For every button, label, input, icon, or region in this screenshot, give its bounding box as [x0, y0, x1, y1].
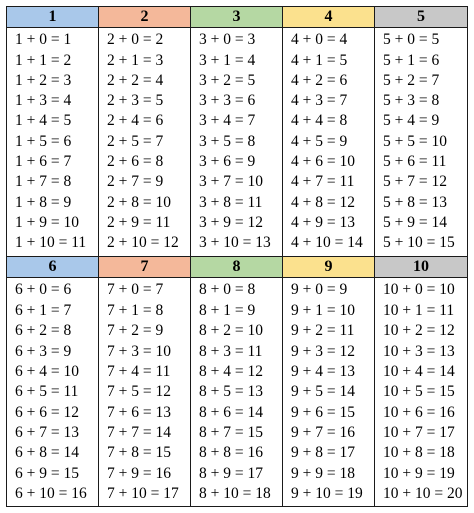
fact-row: 8 + 5 = 13 [199, 383, 263, 401]
fact-row: 5 + 3 = 8 [383, 92, 440, 110]
addition-table [6, 6, 468, 507]
fact-row: 6 + 5 = 11 [15, 383, 79, 401]
fact-row: 3 + 0 = 3 [199, 31, 256, 49]
fact-row: 7 + 0 = 7 [107, 281, 164, 299]
fact-row: 2 + 5 = 7 [107, 132, 164, 150]
fact-row: 1 + 7 = 8 [15, 173, 72, 191]
fact-row: 1 + 9 = 10 [15, 213, 79, 231]
fact-row: 8 + 9 = 17 [199, 464, 263, 482]
fact-row: 5 + 6 = 11 [383, 152, 447, 170]
fact-row: 9 + 5 = 14 [291, 383, 355, 401]
fact-list [7, 278, 98, 507]
fact-list [191, 278, 282, 507]
fact-row: 7 + 6 = 13 [107, 403, 171, 421]
fact-row: 8 + 2 = 10 [199, 322, 263, 340]
fact-row: 1 + 6 = 7 [15, 152, 72, 170]
fact-row: 5 + 7 = 12 [383, 173, 447, 191]
column-7 [99, 257, 191, 507]
fact-row: 6 + 0 = 6 [15, 281, 72, 299]
fact-row: 2 + 6 = 8 [107, 152, 164, 170]
fact-row: 6 + 8 = 14 [15, 444, 79, 462]
fact-row: 3 + 5 = 8 [199, 132, 256, 150]
fact-row: 7 + 8 = 15 [107, 444, 171, 462]
fact-row: 1 + 1 = 2 [15, 51, 72, 69]
fact-list [283, 278, 374, 507]
column-header: 1 [7, 7, 98, 28]
fact-row: 3 + 2 = 5 [199, 71, 256, 89]
fact-row: 6 + 2 = 8 [15, 322, 72, 340]
fact-row: 2 + 4 = 6 [107, 112, 164, 130]
column-8 [191, 257, 283, 507]
fact-row: 4 + 6 = 10 [291, 152, 355, 170]
table-block-bottom [7, 257, 467, 507]
fact-row: 4 + 10 = 14 [291, 234, 363, 252]
fact-row: 9 + 9 = 18 [291, 464, 355, 482]
fact-row: 5 + 8 = 13 [383, 193, 447, 211]
fact-row: 5 + 10 = 15 [383, 234, 455, 252]
fact-row: 1 + 2 = 3 [15, 71, 72, 89]
fact-row: 6 + 4 = 10 [15, 362, 79, 380]
column-4 [283, 7, 375, 256]
fact-row: 4 + 3 = 7 [291, 92, 348, 110]
fact-row: 9 + 2 = 11 [291, 322, 355, 340]
fact-row: 2 + 0 = 2 [107, 31, 164, 49]
fact-row: 4 + 0 = 4 [291, 31, 348, 49]
fact-row: 10 + 5 = 15 [383, 383, 455, 401]
fact-row: 8 + 1 = 9 [199, 301, 256, 319]
fact-row: 4 + 9 = 13 [291, 213, 355, 231]
fact-row: 5 + 2 = 7 [383, 71, 440, 89]
fact-row: 1 + 5 = 6 [15, 132, 72, 150]
column-6 [7, 257, 99, 507]
fact-row: 9 + 10 = 19 [291, 485, 363, 503]
column-1 [7, 7, 99, 256]
fact-row: 2 + 9 = 11 [107, 213, 171, 231]
fact-row: 10 + 0 = 10 [383, 281, 455, 299]
fact-row: 4 + 2 = 6 [291, 71, 348, 89]
fact-row: 10 + 1 = 11 [383, 301, 455, 319]
fact-row: 2 + 10 = 12 [107, 234, 179, 252]
column-5 [375, 7, 467, 256]
fact-row: 10 + 9 = 19 [383, 464, 455, 482]
fact-row: 9 + 4 = 13 [291, 362, 355, 380]
fact-row: 1 + 10 = 11 [15, 234, 87, 252]
fact-row: 2 + 3 = 5 [107, 92, 164, 110]
fact-row: 3 + 10 = 13 [199, 234, 271, 252]
column-9 [283, 257, 375, 507]
fact-row: 9 + 6 = 15 [291, 403, 355, 421]
fact-row: 8 + 3 = 11 [199, 342, 263, 360]
fact-list [191, 28, 282, 256]
fact-row: 2 + 1 = 3 [107, 51, 164, 69]
fact-list [7, 28, 98, 256]
fact-row: 6 + 9 = 15 [15, 464, 79, 482]
fact-row: 5 + 4 = 9 [383, 112, 440, 130]
fact-list [375, 278, 467, 507]
fact-row: 4 + 8 = 12 [291, 193, 355, 211]
fact-row: 10 + 3 = 13 [383, 342, 455, 360]
fact-row: 6 + 1 = 7 [15, 301, 72, 319]
column-2 [99, 7, 191, 256]
fact-row: 1 + 8 = 9 [15, 193, 72, 211]
fact-row: 4 + 4 = 8 [291, 112, 348, 130]
column-header: 3 [191, 7, 282, 28]
fact-row: 8 + 6 = 14 [199, 403, 263, 421]
fact-row: 9 + 7 = 16 [291, 423, 355, 441]
fact-row: 6 + 10 = 16 [15, 485, 87, 503]
column-header: 7 [99, 257, 190, 278]
column-header: 10 [375, 257, 467, 278]
fact-row: 8 + 0 = 8 [199, 281, 256, 299]
fact-row: 9 + 3 = 12 [291, 342, 355, 360]
fact-row: 3 + 8 = 11 [199, 193, 263, 211]
fact-row: 10 + 8 = 18 [383, 444, 455, 462]
fact-row: 4 + 7 = 11 [291, 173, 355, 191]
fact-row: 3 + 7 = 10 [199, 173, 263, 191]
fact-row: 3 + 9 = 12 [199, 213, 263, 231]
fact-row: 1 + 3 = 4 [15, 92, 72, 110]
column-3 [191, 7, 283, 256]
fact-row: 7 + 4 = 11 [107, 362, 171, 380]
column-header: 8 [191, 257, 282, 278]
fact-row: 7 + 1 = 8 [107, 301, 164, 319]
fact-row: 10 + 10 = 20 [383, 485, 463, 503]
fact-row: 9 + 0 = 9 [291, 281, 348, 299]
fact-row: 3 + 6 = 9 [199, 152, 256, 170]
column-header: 4 [283, 7, 374, 28]
column-header: 9 [283, 257, 374, 278]
fact-list [99, 278, 190, 507]
fact-row: 3 + 3 = 6 [199, 92, 256, 110]
fact-row: 6 + 7 = 13 [15, 423, 79, 441]
fact-row: 6 + 6 = 12 [15, 403, 79, 421]
fact-row: 1 + 0 = 1 [15, 31, 72, 49]
fact-row: 9 + 8 = 17 [291, 444, 355, 462]
fact-row: 2 + 2 = 4 [107, 71, 164, 89]
fact-list [99, 28, 190, 256]
fact-row: 1 + 4 = 5 [15, 112, 72, 130]
fact-row: 7 + 10 = 17 [107, 485, 179, 503]
fact-row: 8 + 7 = 15 [199, 423, 263, 441]
fact-row: 4 + 5 = 9 [291, 132, 348, 150]
fact-row: 2 + 7 = 9 [107, 173, 164, 191]
fact-row: 10 + 6 = 16 [383, 403, 455, 421]
fact-row: 10 + 7 = 17 [383, 423, 455, 441]
fact-row: 3 + 4 = 7 [199, 112, 256, 130]
fact-list [375, 28, 467, 256]
fact-row: 2 + 8 = 10 [107, 193, 171, 211]
column-header: 5 [375, 7, 467, 28]
fact-list [283, 28, 374, 256]
table-block-top [7, 7, 467, 257]
fact-row: 10 + 4 = 14 [383, 362, 455, 380]
fact-row: 10 + 2 = 12 [383, 322, 455, 340]
fact-row: 7 + 9 = 16 [107, 464, 171, 482]
fact-row: 5 + 0 = 5 [383, 31, 440, 49]
fact-row: 7 + 2 = 9 [107, 322, 164, 340]
column-10 [375, 257, 467, 507]
fact-row: 7 + 5 = 12 [107, 383, 171, 401]
column-header: 2 [99, 7, 190, 28]
fact-row: 7 + 3 = 10 [107, 342, 171, 360]
fact-row: 9 + 1 = 10 [291, 301, 355, 319]
fact-row: 5 + 5 = 10 [383, 132, 447, 150]
fact-row: 6 + 3 = 9 [15, 342, 72, 360]
fact-row: 5 + 9 = 14 [383, 213, 447, 231]
fact-row: 8 + 8 = 16 [199, 444, 263, 462]
column-header: 6 [7, 257, 98, 278]
fact-row: 7 + 7 = 14 [107, 423, 171, 441]
fact-row: 3 + 1 = 4 [199, 51, 256, 69]
fact-row: 4 + 1 = 5 [291, 51, 348, 69]
fact-row: 5 + 1 = 6 [383, 51, 440, 69]
fact-row: 8 + 4 = 12 [199, 362, 263, 380]
fact-row: 8 + 10 = 18 [199, 485, 271, 503]
